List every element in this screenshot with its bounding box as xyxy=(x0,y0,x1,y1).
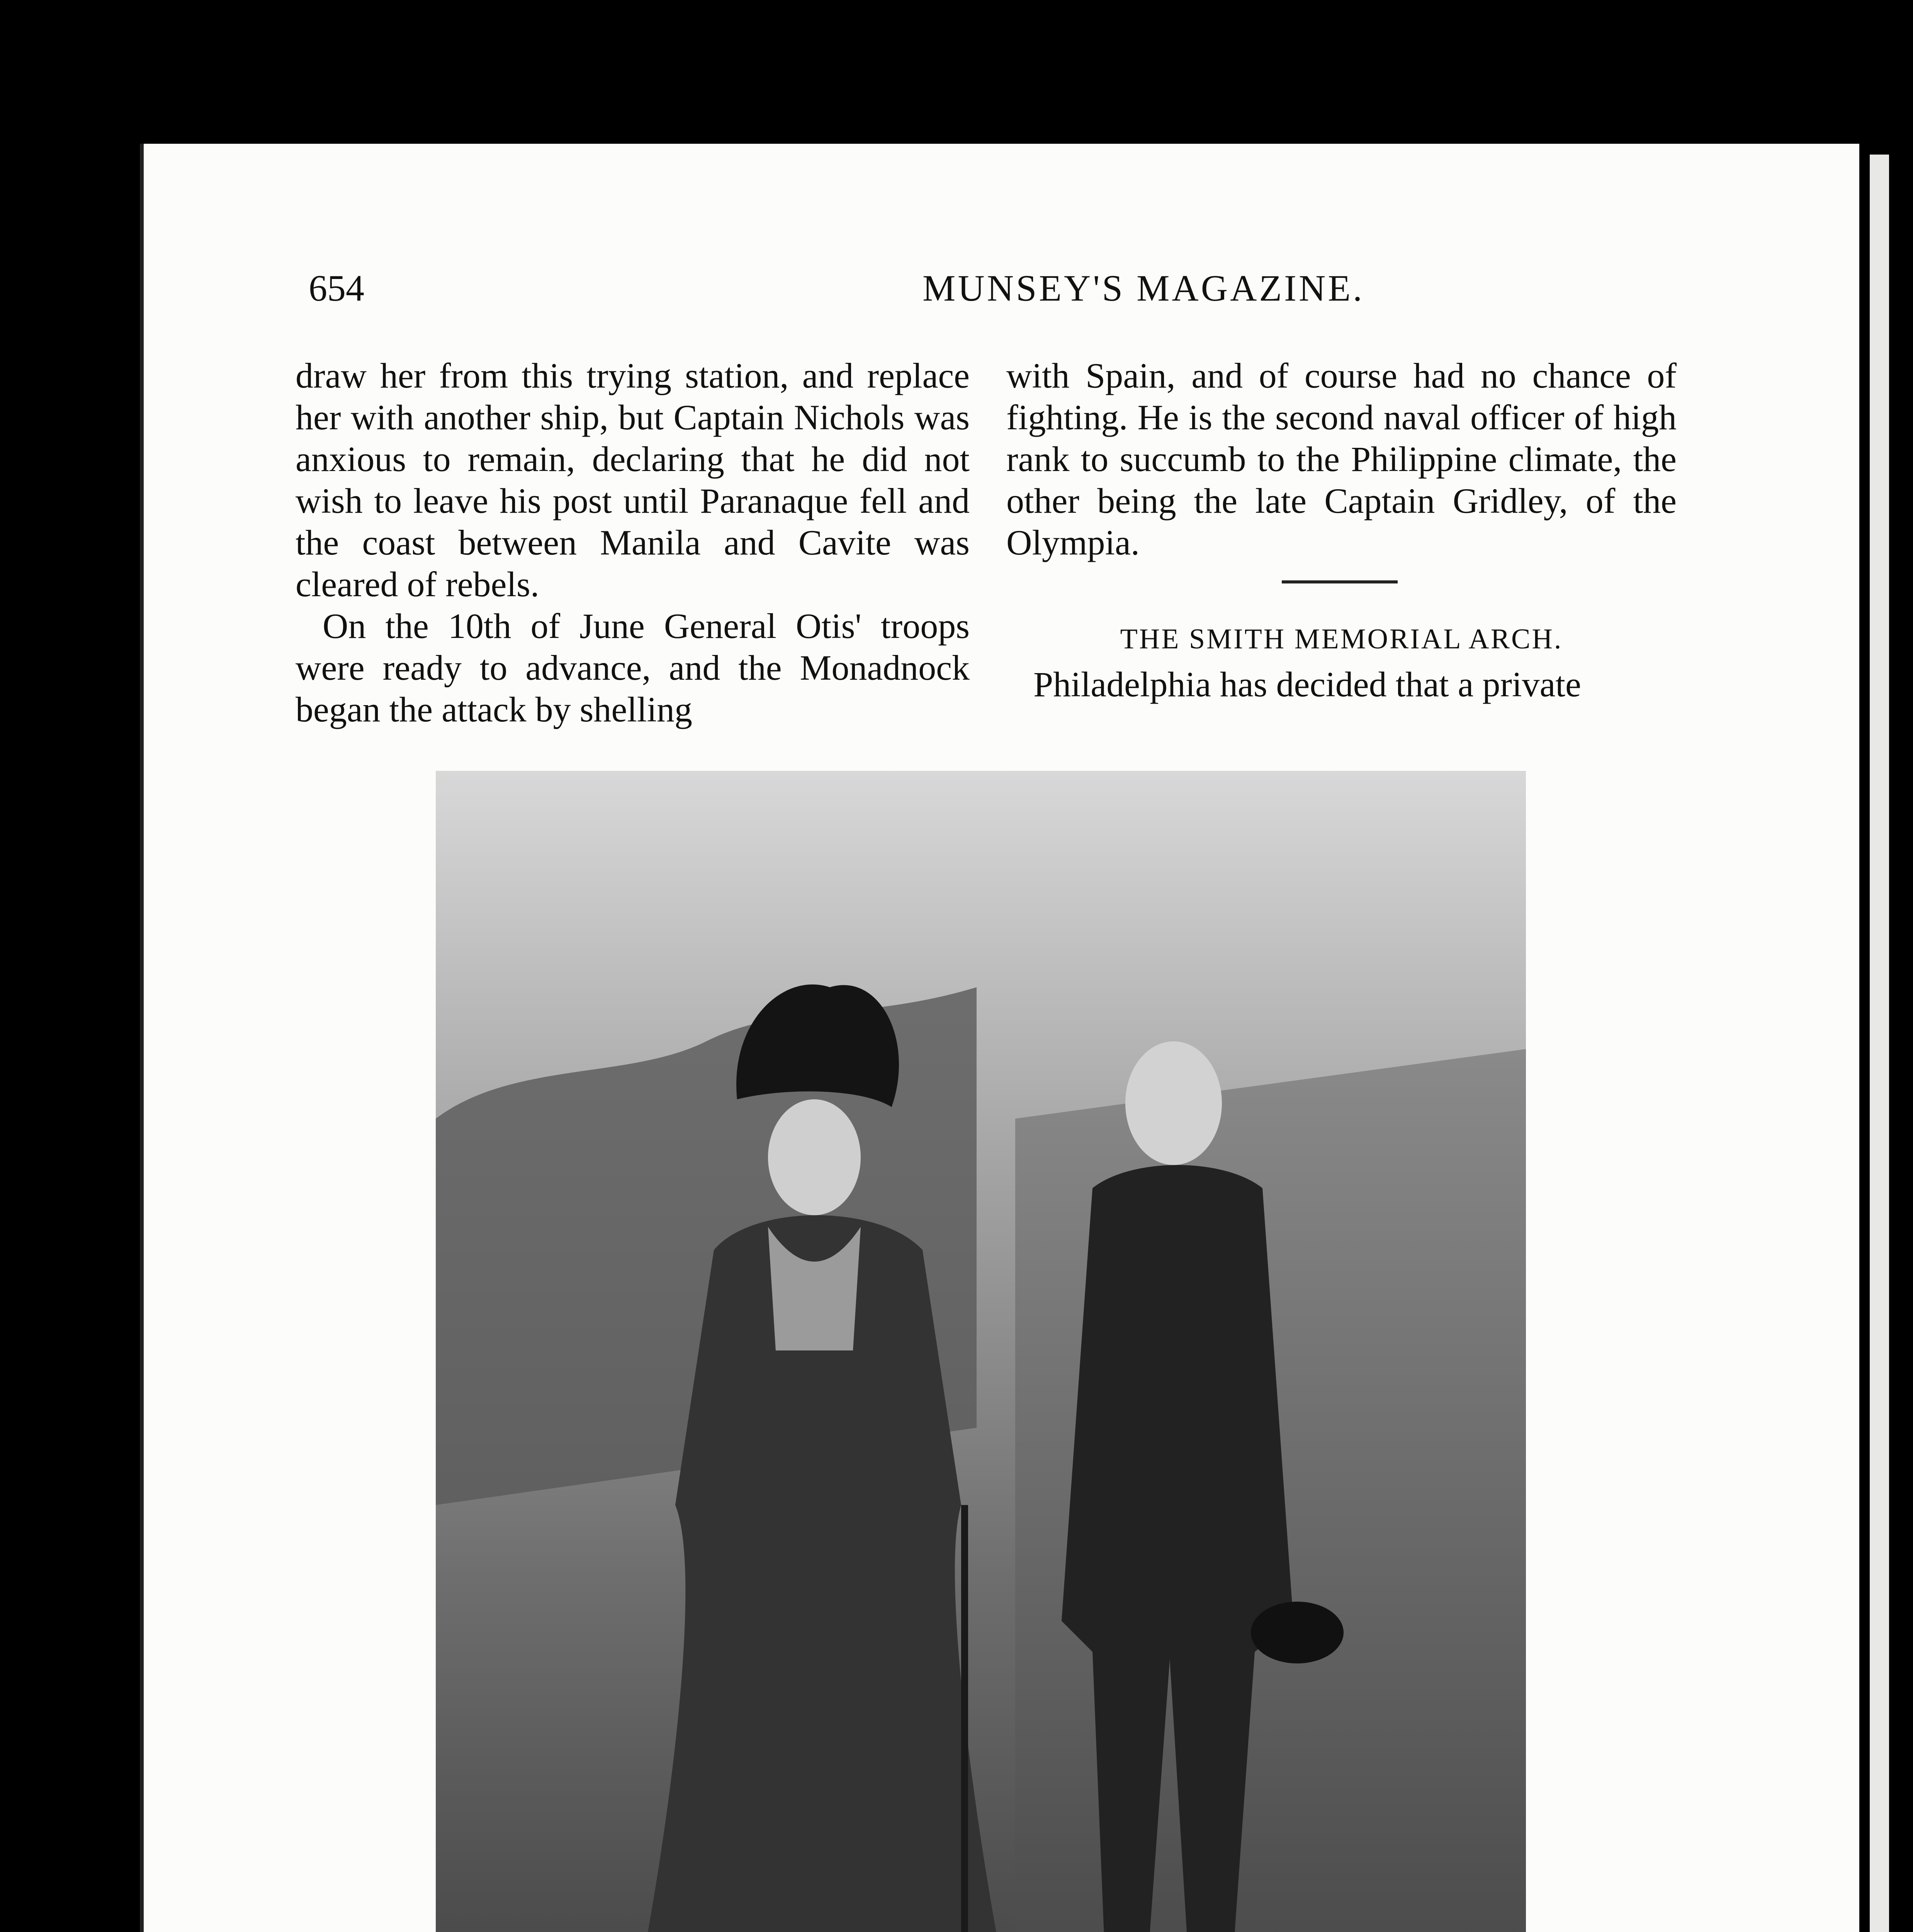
facing-page-edge xyxy=(1870,155,1889,1932)
countess-face xyxy=(768,1099,861,1215)
paragraph: On the 10th of June General Otis' troops were ready to advance, and the Monadnock began the attack by shelling xyxy=(296,606,970,729)
article-column-top-right xyxy=(1006,355,1677,563)
top-hat xyxy=(1251,1602,1344,1663)
section-divider xyxy=(1282,580,1398,583)
paragraph: draw her from this trying station, and replace her with another ship, but Captain Nichols was anxious to remain, declaring that he did not wish to leave his post until Paranaque fell and the coast between Manila and Cavite was cleared of rebels. xyxy=(296,356,970,604)
section-heading: THE SMITH MEMORIAL ARCH. xyxy=(1120,623,1563,655)
running-header-title: MUNSEY'S MAGAZINE. xyxy=(923,267,1364,309)
page-number: 654 xyxy=(309,267,364,309)
walking-cane xyxy=(961,1505,968,1932)
portrait-photograph xyxy=(436,771,1526,1932)
article-column-top-left xyxy=(296,355,970,730)
count-face xyxy=(1125,1041,1222,1165)
paragraph: with Spain, and of course had no chance of fighting. He is the second naval officer of high rank to succumb to the Philippine climate, the other being the late Captain Gridley, of the Olympia. xyxy=(1006,356,1677,562)
section-first-line: Philadelphia has decided that a private xyxy=(1033,665,1581,704)
